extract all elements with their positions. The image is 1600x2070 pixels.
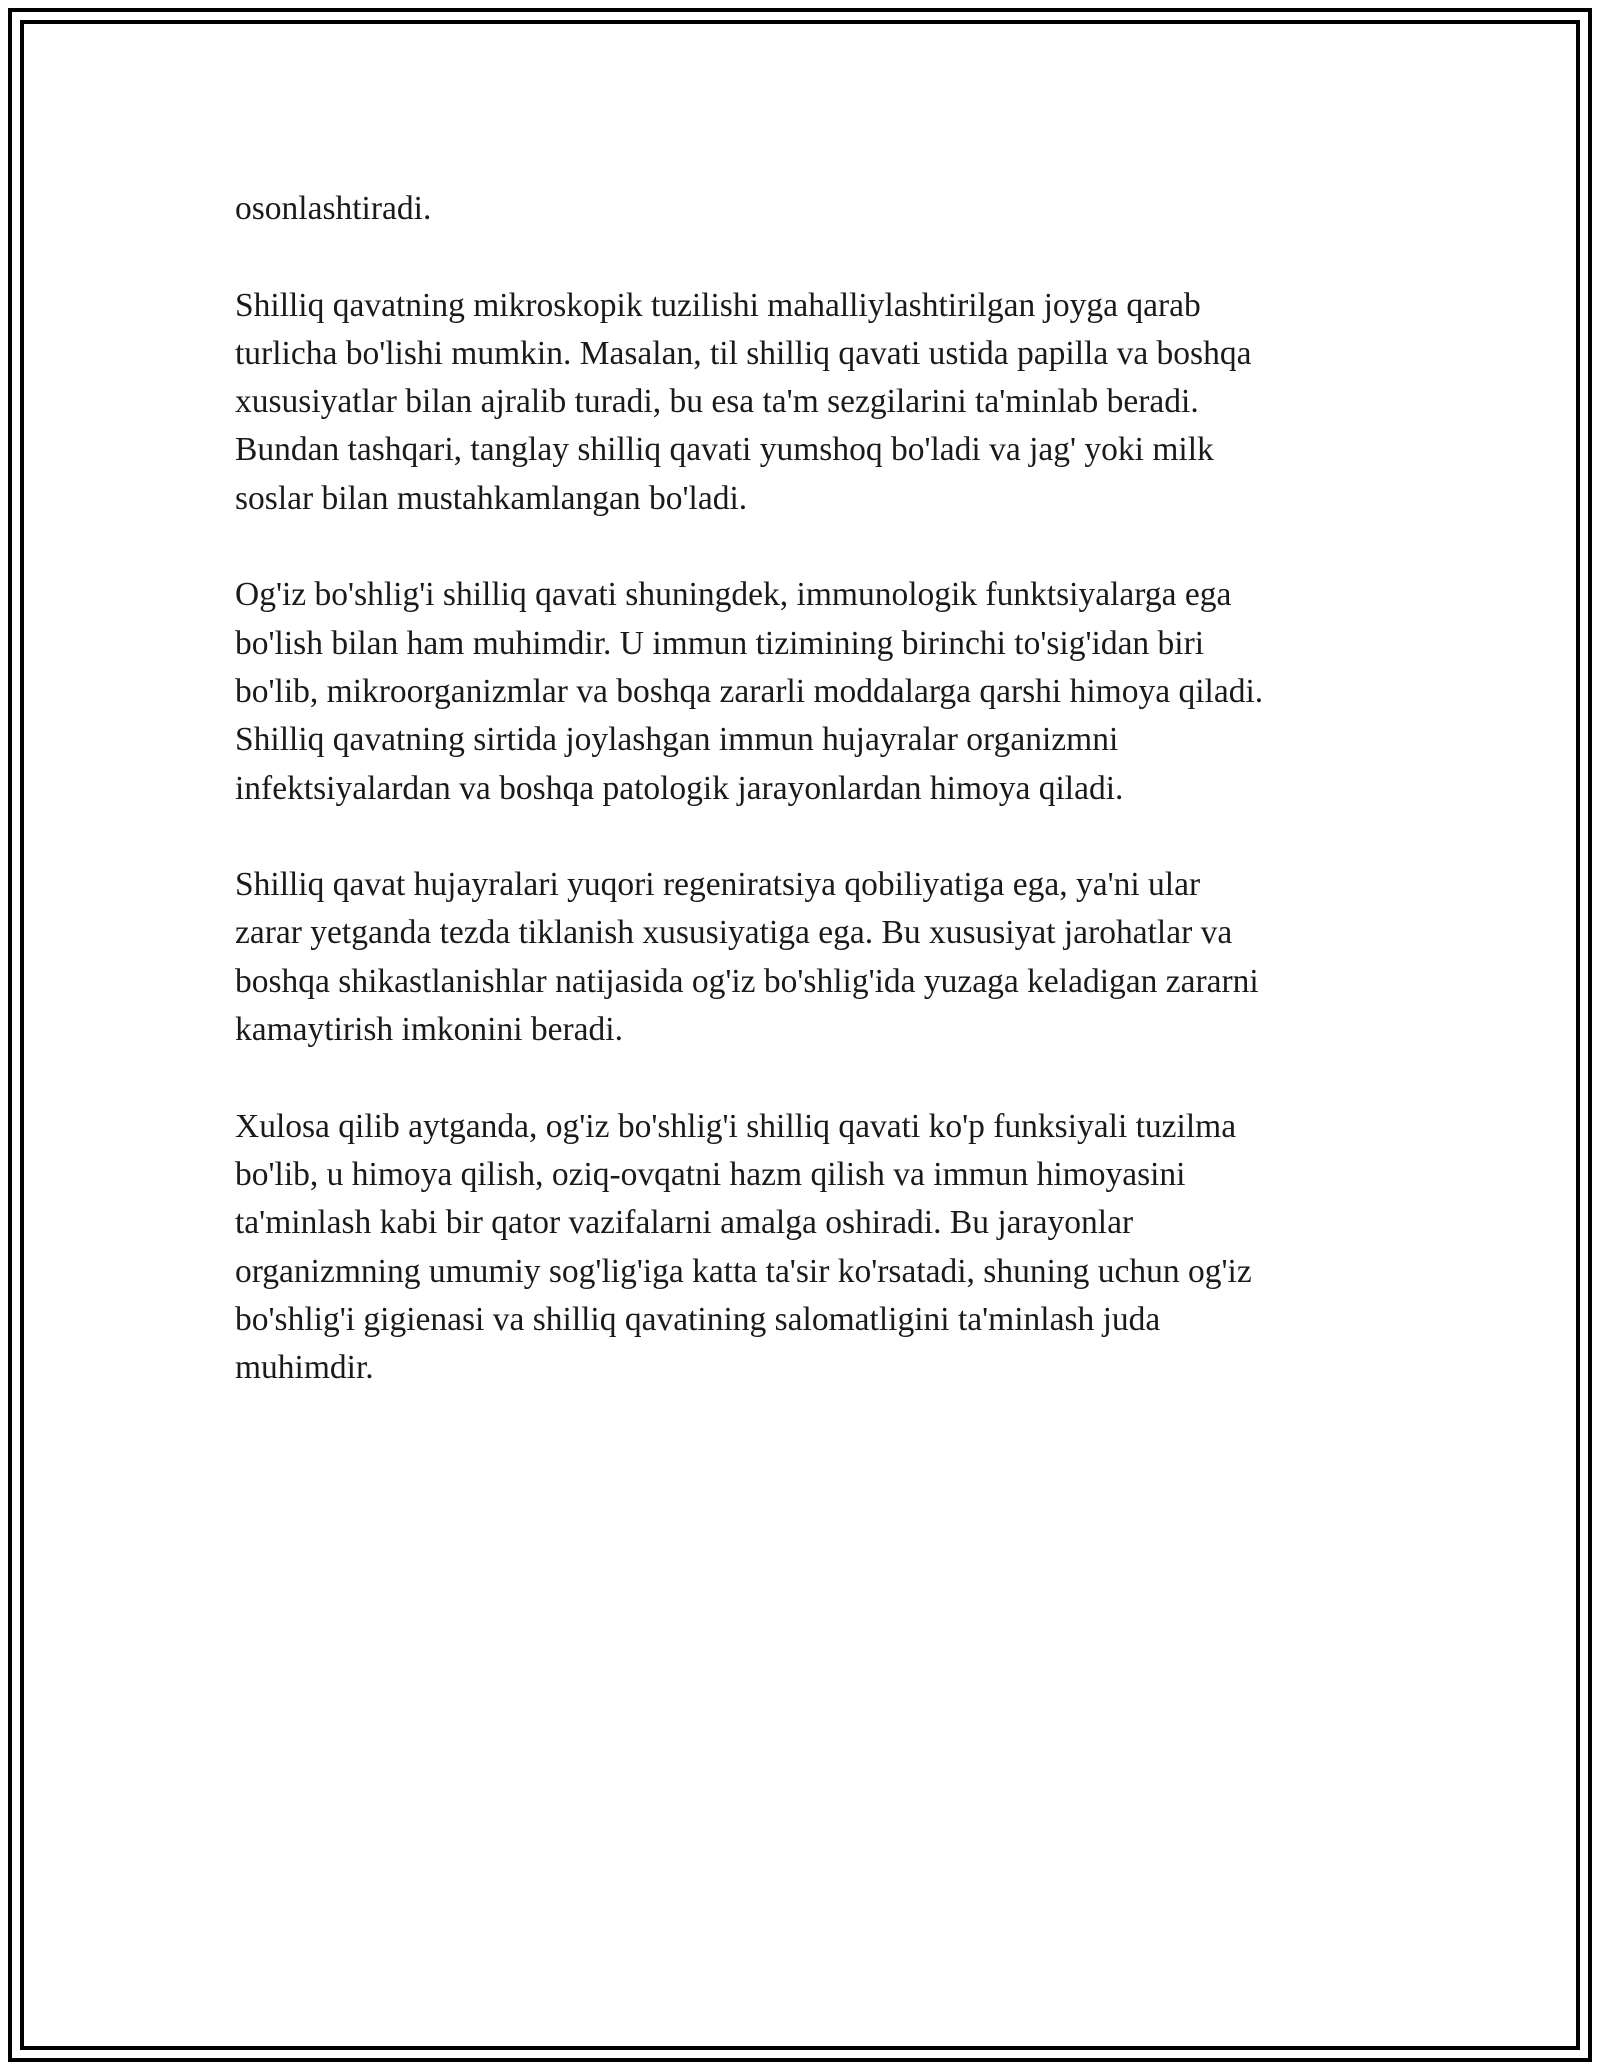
- paragraph-conclusion: Xulosa qilib aytganda, og'iz bo'shlig'i shilliq qavati ko'p funksiyali tuzilma bo'lib, u himoya qilish, oziq-ovqatni hazm qilish va immun himoyasini ta'minlash kabi bir qator vazifalarni amalga oshiradi. Bu jarayonlar organizmning umumiy sog'lig'iga katta ta'sir ko'rsatadi, shuning uchun og'iz bo'shlig'i gigienasi va shilliq qavatining salomatligini ta'minlash juda muhimdir.: [235, 1107, 1252, 1387]
- paragraph-regeneration: Shilliq qavat hujayralari yuqori regeniratsiya qobiliyatiga ega, ya'ni ular zarar yetganda tezda tiklanish xususiyatiga ega. Bu xususiyat jarohatlar va boshqa shikastlanishlar natijasida og'iz bo'shlig'ida yuzaga keladigan zararni kamaytirish imkonini beradi.: [235, 866, 1259, 1049]
- document-body: [235, 185, 1385, 1441]
- paragraph-immunological-function: Og'iz bo'shlig'i shilliq qavati shuningdek, immunologik funktsiyalarga ega bo'lish bilan ham muhimdir. U immun tizimining birinchi to'sig'idan biri bo'lib, mikroorganizmlar va boshqa zararli moddalarga qarshi himoya qiladi. Shilliq qavatning sirtida joylashgan immun hujayralar organizmni infektsiyalardan va boshqa patologik jarayonlardan himoya qiladi.: [235, 576, 1264, 807]
- paragraph-microscopic-structure: Shilliq qavatning mikroskopik tuzilishi mahalliylashtirilgan joyga qarab turlicha bo'lishi mumkin. Masalan, til shilliq qavati ustida papilla va boshqa xususiyatlar bilan ajralib turadi, bu esa ta'm sezgilarini ta'minlab beradi. Bundan tashqari, tanglay shilliq qavati yumshoq bo'ladi va jag' yoki milk soslar bilan mustahkamlangan bo'ladi.: [235, 286, 1252, 517]
- paragraph-continuation: osonlashtiradi.: [235, 190, 432, 227]
